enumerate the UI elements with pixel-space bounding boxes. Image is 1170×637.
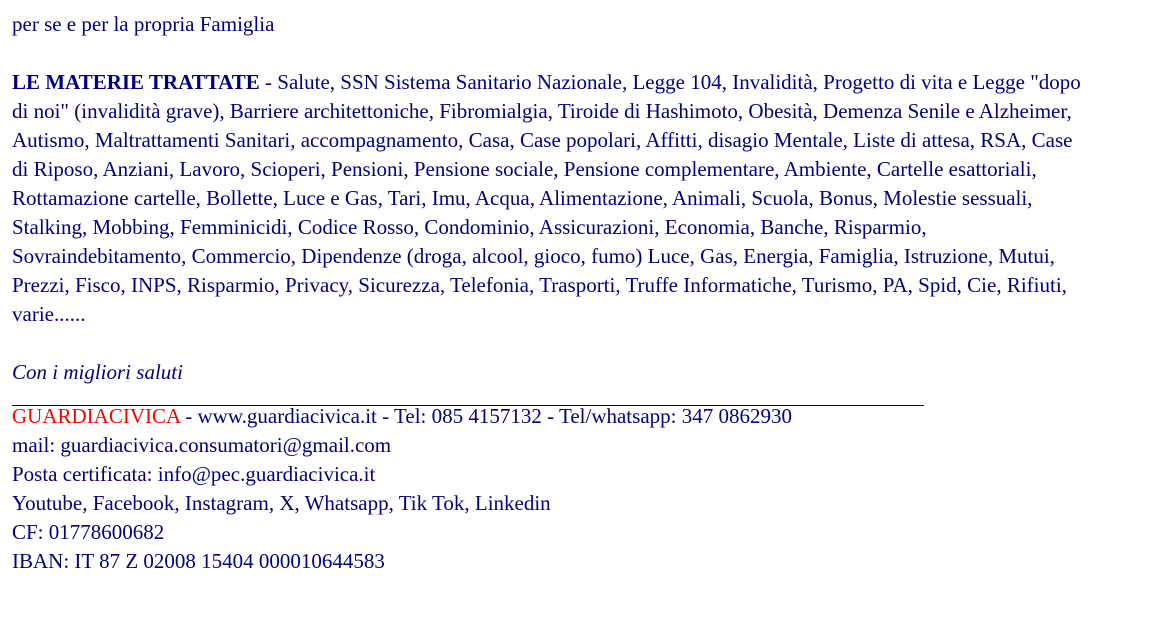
signature-iban: IBAN: IT 87 Z 02008 15404 000010644583 (12, 549, 385, 573)
signature-cf: CF: 01778600682 (12, 520, 165, 544)
blank-line (12, 329, 1112, 358)
signature-pec: Posta certificata: info@pec.guardiacivica.it (12, 462, 376, 486)
materie-list: Salute, SSN Sistema Sanitario Nazionale, Legge 104, Invalidità, Progetto di vita e Legge "dopo di noi" (invalidità grave), Barriere architettoniche, Fibromialgia, Tiroide di Hashimoto, Obesità, Demenza Senile e Alzheimer, Autismo, Maltrattamenti Sanitari, accompagnamento, Casa, Case popolari, Affitti, disagio Mentale, Liste di attesa, RSA, Case di Riposo, Anziani, Lavoro, Scioperi, Pensioni, Pensione sociale, Pensione complementare, Ambiente, Cartelle esattoriali, Rottamazione cartelle, Bollette, Luce e Gas, Tari, Imu, Acqua, Alimentazione, Animali, Scuola, Bonus, Molestie sessuali, Stalking, Mobbing, Femminicidi, Codice Rosso, Condominio, Assicurazioni, Economia, Banche, Risparmio, Sovraindebitamento, Commercio, Dipendenze (droga, alcool, gioco, fumo) Luce, Gas, Energia, Famiglia, Istruzione, Mutui, Prezzi, Fisco, INPS, Risparmio, Privacy, Sicurezza, Telefonia, Trasporti, Truffe Informatiche, Turismo, PA, Spid, Cie, Rifiuti, varie...... (12, 70, 1081, 326)
materie-title: LE MATERIE TRATTATE (12, 70, 260, 94)
email-body (12, 10, 1112, 576)
intro-line: per se e per la propria Famiglia (12, 12, 275, 36)
contact-details: - www.guardiacivica.it - Tel: 085 4157132 - Tel/whatsapp: 347 0862930 (180, 404, 792, 428)
materie-paragraph (12, 68, 1092, 329)
signature-mail: mail: guardiacivica.consumatori@gmail.com (12, 433, 392, 457)
blank-line (12, 39, 1112, 68)
brand-name: GUARDIACIVICA (12, 404, 180, 428)
signature-contact-line (12, 402, 1112, 431)
materie-separator: - (259, 70, 278, 94)
signature-social: Youtube, Facebook, Instagram, X, Whatsapp, Tik Tok, Linkedin (12, 491, 551, 515)
closing-greeting: Con i migliori saluti (12, 360, 183, 384)
